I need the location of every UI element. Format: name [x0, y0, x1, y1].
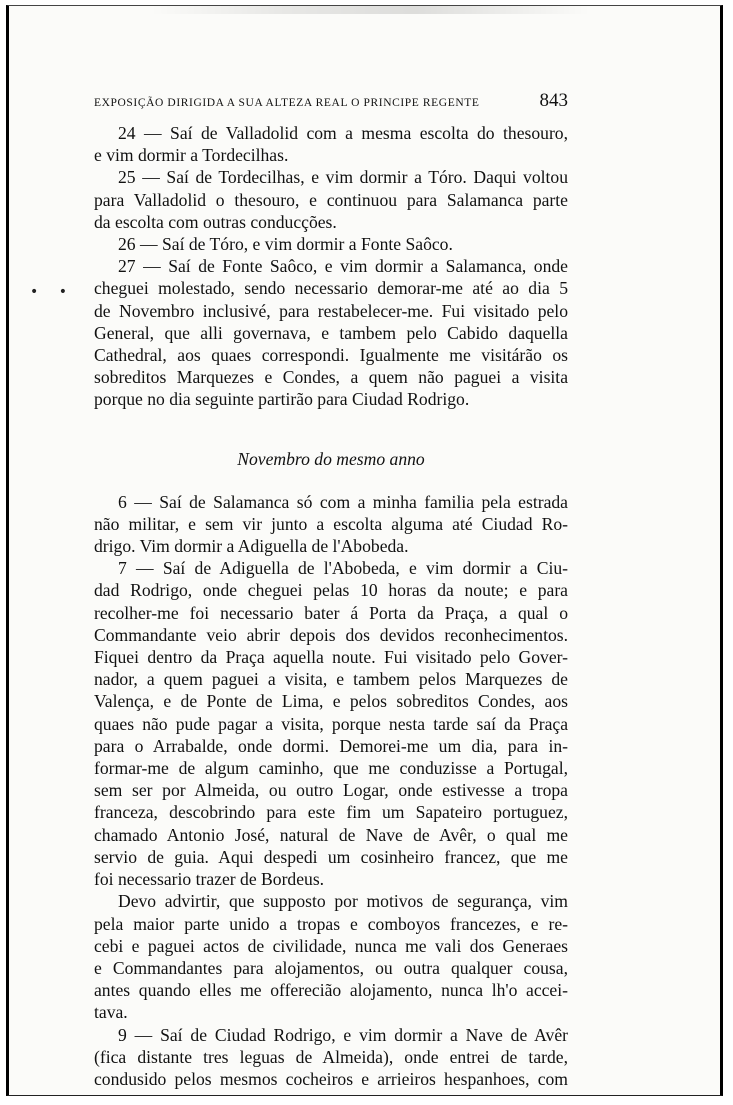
- text-line: condusido pelos mesmos cocheiros e arrieiros hespanhoes, com: [94, 1068, 568, 1089]
- text-line: para Valladolid o thesouro, e continuou para Salamanca parte: [94, 189, 568, 210]
- text-block: [94, 90, 568, 1090]
- text-line: formar-me de algum caminho, que me conduzisse a Portugal,: [94, 758, 568, 779]
- paragraph: [94, 233, 568, 255]
- text-line: cheguei molestado, sendo necessario demorar-me até ao dia 5: [94, 278, 568, 299]
- margin-marks: • •: [30, 284, 75, 300]
- text-line: Valença, e de Ponte de Lima, e pelos sobreditos Condes, aos: [94, 691, 568, 712]
- text-line: General, que alli governava, e tambem pelo Cabido daquella: [94, 322, 568, 343]
- scan-smudge: [150, 6, 590, 14]
- text-line: Commandante veio abrir depois dos devidos reconhecimentos.: [94, 624, 568, 645]
- entries-november: [94, 491, 568, 1090]
- running-title: EXPOSIÇÃO DIRIGIDA A SUA ALTEZA REAL O PRINCIPE REGENTE: [94, 97, 480, 109]
- entries-october: [94, 122, 568, 411]
- text-line: Cathedral, aos quaes correspondi. Igualmente me visitárão os: [94, 345, 568, 366]
- paragraph: [94, 491, 568, 558]
- text-line: e Commandantes para alojamentos, ou outra qualquer cousa,: [94, 957, 568, 978]
- text-line: servio de guia. Aqui despedi um cosinheiro francez, que me: [94, 846, 568, 867]
- paragraph: [94, 166, 568, 233]
- text-line: cebi e paguei actos de civilidade, nunca me vali dos Generaes: [94, 935, 568, 956]
- text-line: (fica distante tres leguas de Almeida), onde entrei de tarde,: [94, 1046, 568, 1067]
- text-line: franceza, descobrindo para este fim um Sapateiro portuguez,: [94, 802, 568, 823]
- paragraph: [94, 557, 568, 890]
- text-line: foi necessario trazer de Bordeus.: [94, 869, 325, 890]
- text-line: drigo. Vim dormir a Adiguella de l'Abobeda.: [94, 536, 409, 557]
- text-line: antes quando elles me offerecião alojamento, nunca lh'o accei-: [94, 980, 568, 1001]
- text-line: quaes não pude pagar a visita, porque nesta tarde saí da Praça: [94, 713, 568, 734]
- text-line: não militar, e sem vir junto a escolta alguma até Ciudad Ro-: [94, 513, 568, 534]
- paragraph: [94, 1024, 568, 1091]
- paragraph: [94, 255, 568, 410]
- text-line: sem ser por Almeida, ou outro Logar, onde estivesse a tropa: [94, 780, 568, 801]
- text-line: nador, a quem paguei a visita, e tambem pelos Marquezes de: [94, 669, 568, 690]
- text-line: porque no dia seguinte partirão para Ciudad Rodrigo.: [94, 389, 470, 410]
- paragraph: [94, 122, 568, 166]
- text-line: recolher-me foi necessario bater á Porta da Praça, a qual o: [94, 602, 568, 623]
- paragraph: [94, 890, 568, 1023]
- running-head: [94, 90, 568, 116]
- text-line: dad Rodrigo, onde cheguei pelas 10 horas da noute; e para: [94, 580, 568, 601]
- text-line: tava.: [94, 1002, 128, 1023]
- text-line: Fiquei dentro da Praça aquella noute. Fui visitado pelo Gover-: [94, 647, 568, 668]
- text-line: da escolta com outras conducções.: [94, 211, 337, 232]
- text-line: de Novembro inclusivé, para restabelecer-me. Fui visitado pelo: [94, 300, 568, 321]
- text-line: 25 — Saí de Tordecilhas, e vim dormir a Tóro. Daqui voltou: [118, 167, 568, 188]
- page-number: 843: [539, 90, 568, 111]
- text-line: para o Arrabalde, onde dormi. Demorei-me um dia, para in-: [94, 735, 568, 756]
- text-line: Devo advirtir, que supposto por motivos de segurança, vim: [118, 891, 568, 912]
- text-line: pela maior parte unido a tropas e comboyos francezes, e re-: [94, 913, 568, 934]
- text-line: 27 — Saí de Fonte Saôco, e vim dormir a Salamanca, onde: [118, 256, 568, 277]
- text-line: 26 — Saí de Tóro, e vim dormir a Fonte Saôco.: [118, 234, 453, 255]
- text-line: 6 — Saí de Salamanca só com a minha familia pela estrada: [118, 491, 568, 512]
- text-line: 7 — Saí de Adiguella de l'Abobeda, e vim dormir a Ciu-: [118, 558, 568, 579]
- text-line: chamado Antonio José, natural de Nave de Avêr, o qual me: [94, 824, 568, 845]
- text-line: e vim dormir a Tordecilhas.: [94, 145, 289, 166]
- text-line: sobreditos Marquezes e Condes, a quem não paguei a visita: [94, 367, 568, 388]
- text-line: 24 — Saí de Valladolid com a mesma escolta do thesouro,: [118, 123, 568, 143]
- text-line: 9 — Saí de Ciudad Rodrigo, e vim dormir a Nave de Avêr: [118, 1024, 568, 1045]
- section-heading: Novembro do mesmo anno: [237, 448, 425, 469]
